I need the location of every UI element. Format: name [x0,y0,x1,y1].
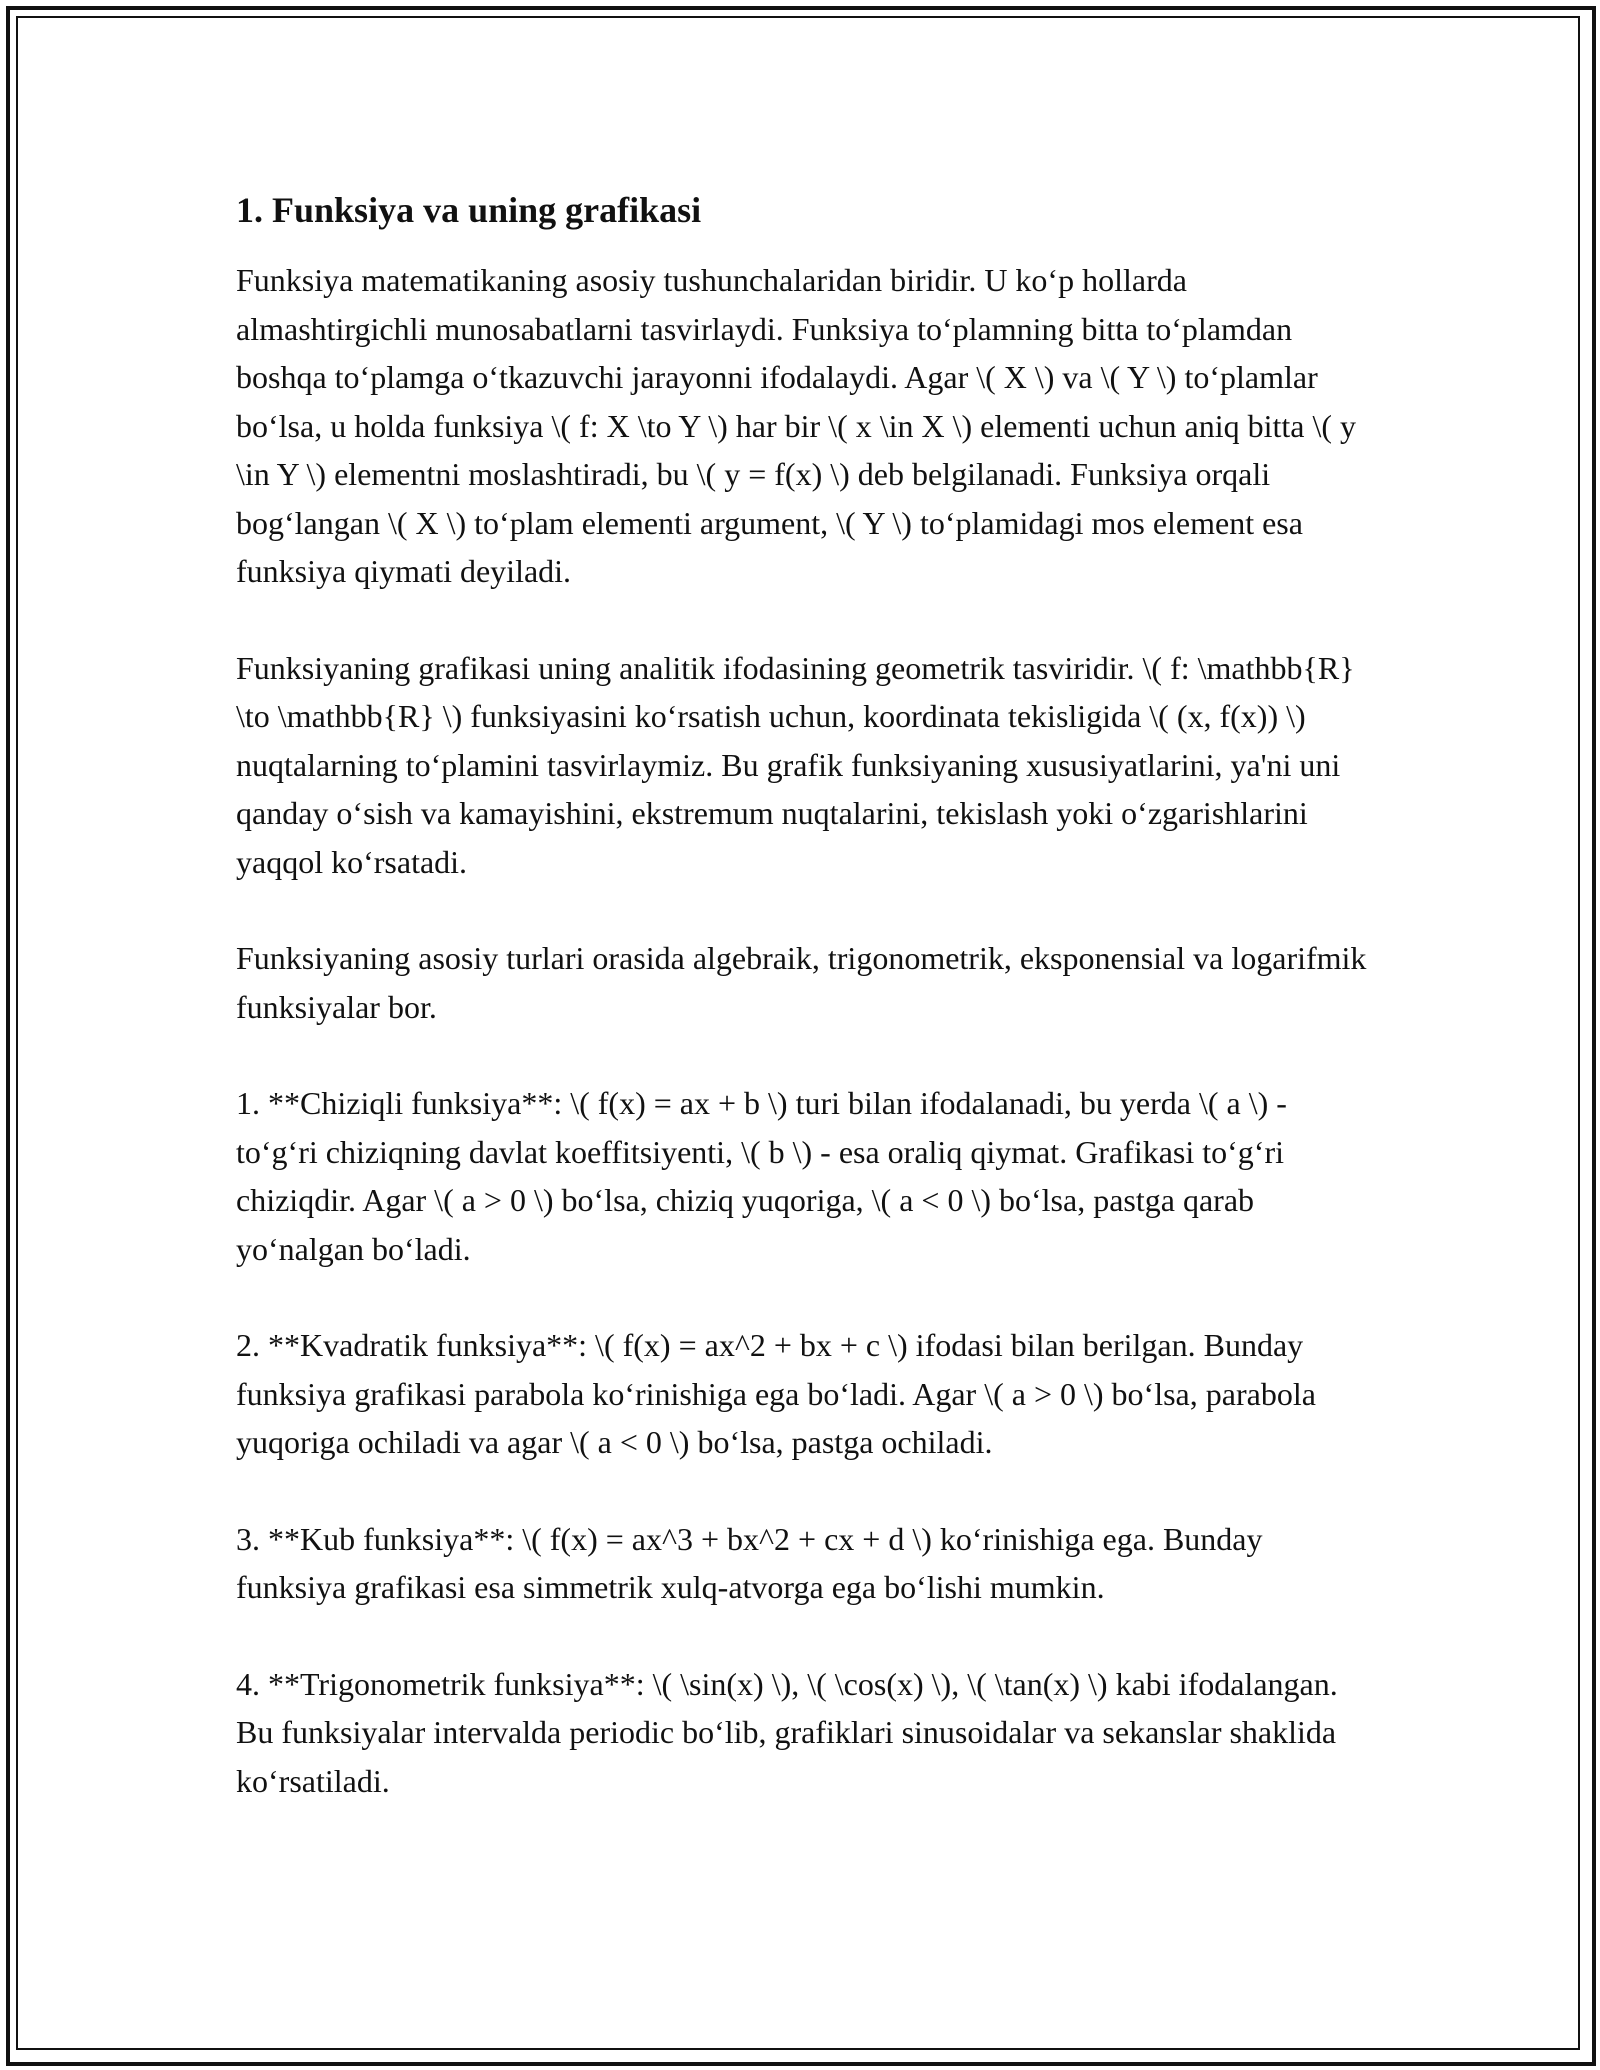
section-heading: 1. Funksiya va uning grafikasi [236,190,702,230]
paragraph-definition: Funksiya matematikaning asosiy tushunchalaridan biridir. U ko‘p hollarda almashtirgichli munosabatlarni tasvirlaydi. Funksiya to‘plamning bitta to‘plamdan boshqa to‘plamga o‘tkazuvchi jarayonni ifodalaydi. Agar \( X \) va \( Y \) to‘plamlar bo‘lsa, u holda funksiya \( f: X \to Y \) har bir \( x \in X \) elementi uchun aniq bitta \( y \in Y \) elementni moslashtiradi, bu \( y = f(x) \) deb belgilanadi. Funksiya orqali bog‘langan \( X \) to‘plam elementi argument, \( Y \) to‘plamidagi mos element esa funksiya qiymati deyiladi. [236,262,1357,589]
list-item-quadratic: 2. **Kvadratik funksiya**: \( f(x) = ax^2 + bx + c \) ifodasi bilan berilgan. Bunday funksiya grafikasi parabola ko‘rinishiga ega bo‘ladi. Agar \( a > 0 \) bo‘lsa, parabola yuqoriga ochiladi va agar \( a < 0 \) bo‘lsa, pastga ochiladi. [236,1327,1316,1460]
document-body [236,188,1376,1853]
paragraph-graph: Funksiyaning grafikasi uning analitik ifodasining geometrik tasviridir. \( f: \mathbb{R} \to \mathbb{R} \) funksiyasini ko‘rsatish uchun, koordinata tekisligida \( (x, f(x)) \) nuqtalarning to‘plamini tasvirlaymiz. Bu grafik funksiyaning xususiyatlarini, ya'ni uni qanday o‘sish va kamayishini, ekstremum nuqtalarini, tekislash yoki o‘zgarishlarini yaqqol ko‘rsatadi. [236,649,1355,880]
paragraph-types: Funksiyaning asosiy turlari orasida algebraik, trigonometrik, eksponensial va logarifmik funksiyalar bor. [236,940,1367,1025]
list-item-cubic: 3. **Kub funksiya**: \( f(x) = ax^3 + bx^2 + cx + d \) ko‘rinishiga ega. Bunday funksiya grafikasi esa simmetrik xulq-atvorga ega bo‘lishi mumkin. [236,1520,1263,1605]
list-item-linear: 1. **Chiziqli funksiya**: \( f(x) = ax + b \) turi bilan ifodalanadi, bu yerda \( a \) - to‘g‘ri chiziqning davlat koeffitsiyenti, \( b \) - esa oraliq qiymat. Grafikasi to‘g‘ri chiziqdir. Agar \( a > 0 \) bo‘lsa, chiziq yuqoriga, \( a < 0 \) bo‘lsa, pastga qarab yo‘nalgan bo‘ladi. [236,1085,1287,1267]
list-item-trigonometric: 4. **Trigonometrik funksiya**: \( \sin(x) \), \( \cos(x) \), \( \tan(x) \) kabi ifodalangan. Bu funksiyalar intervalda periodic bo‘lib, grafiklari sinusoidalar va sekanslar shaklida ko‘rsatiladi. [236,1665,1338,1799]
